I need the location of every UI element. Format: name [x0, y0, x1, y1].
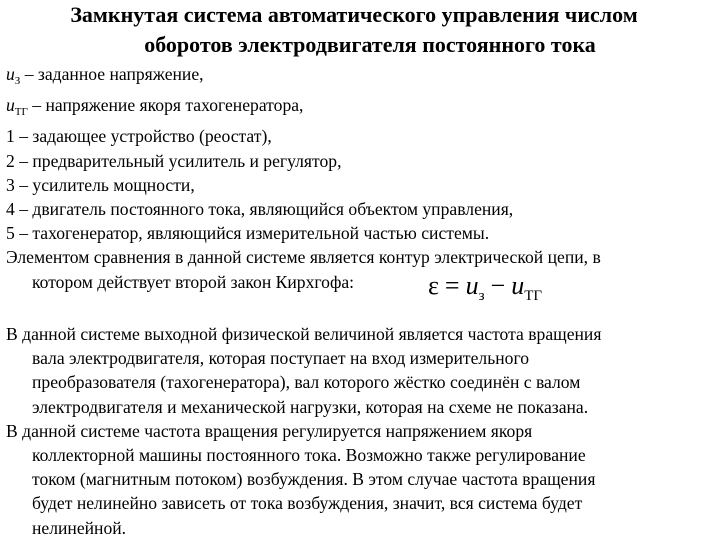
paragraph-line: коллекторной машины постоянного тока. Возможно также регулирование [32, 445, 586, 466]
slide-title [0, 0, 720, 60]
symbol-u: u [6, 95, 15, 116]
kirchhoff-formula [428, 270, 542, 312]
formula-subscript-tg: ТГ [524, 288, 543, 304]
paragraph-line: будет нелинейно зависеть от тока возбуждения, значит, вся система будет [32, 493, 583, 514]
legend-item: 4 – двигатель постоянного тока, являющийся объектом управления, [6, 199, 514, 220]
subscript-tg: ТГ [14, 106, 28, 119]
formula-minus: − [490, 271, 506, 300]
text-body-lower [6, 322, 718, 540]
formula-equals: = [444, 271, 460, 300]
formula-u: u [465, 271, 479, 300]
title-line-2: оборотов электродвигателя постоянного тока [144, 32, 596, 57]
paragraph-line: В данной системе частота вращения регулируется напряжением якоря [6, 420, 533, 441]
title-line-1: Замкнутая система автоматического управления числом [70, 2, 638, 27]
definition-utg [6, 93, 718, 124]
subscript-z: З [14, 75, 21, 87]
text-body [6, 62, 718, 294]
legend-item: 3 – усилитель мощности, [6, 174, 195, 195]
formula-subscript-z: з [478, 288, 485, 304]
formula-epsilon: ε [428, 271, 439, 300]
legend-item: 1 – задающее устройство (реостат), [6, 126, 272, 147]
legend-item: 5 – тахогенератор, являющийся измерительной частью системы. [6, 223, 490, 244]
formula-u: u [511, 271, 525, 300]
paragraph-line: В данной системе выходной физической величиной является частота вращения [6, 324, 602, 344]
comparison-line: котором действует второй закон Кирхгофа: [32, 271, 355, 292]
paragraph-line: преобразователя (тахогенератора), вал которого жёстко соединён с валом [32, 372, 581, 393]
paragraph-line: электродвигателя и механической нагрузки, которая на схеме не показана. [32, 396, 589, 417]
legend-item: 2 – предварительный усилитель и регулятор, [6, 150, 342, 171]
symbol-u: u [6, 64, 15, 84]
definition-text: – заданное напряжение, [20, 64, 204, 84]
paragraph-line: нелинейной. [32, 517, 127, 538]
definition-u3 [6, 62, 718, 93]
comparison-line: Элементом сравнения в данной системе является контур электрической цепи, в [6, 247, 601, 268]
definition-text: – напряжение якоря тахогенератора, [27, 95, 304, 116]
paragraph-line: вала электродвигателя, которая поступает на вход измерительного [32, 348, 530, 369]
paragraph-line: током (магнитным потоком) возбуждения. В этом случае частота вращения [32, 469, 596, 490]
